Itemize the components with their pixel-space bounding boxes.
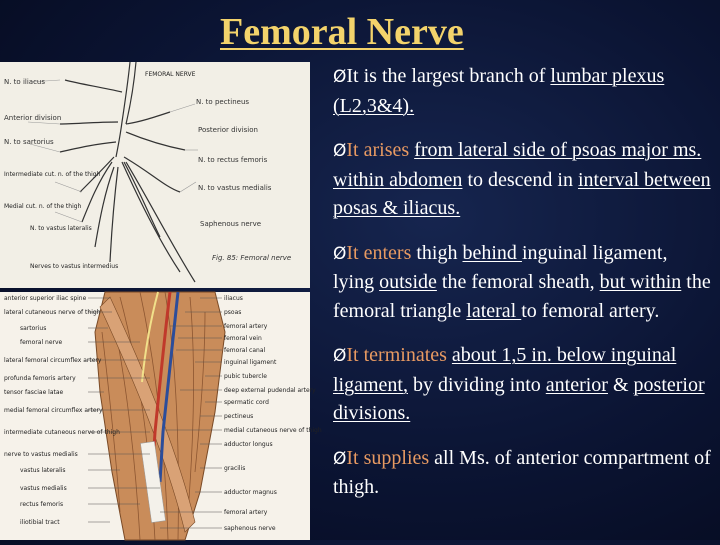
- illustration-label: medial cutaneous nerve of thigh: [224, 427, 322, 434]
- diagram-label: Saphenous nerve: [200, 220, 262, 228]
- bullet-text: the femoral triangle: [333, 271, 711, 322]
- illustration-label: lateral femoral circumflex artery: [4, 357, 102, 364]
- thigh-anatomy-illustration: [0, 292, 322, 540]
- bullet-text: to descend in: [462, 168, 578, 191]
- illustration-label: vastus medialis: [20, 485, 67, 492]
- arrow-bullet-icon: Ø: [333, 243, 347, 264]
- bullet-text: inguinal ligament, lying: [333, 241, 668, 293]
- illustration-label: iliotibial tract: [20, 519, 60, 526]
- illustration-label: deep external pudendal artery: [224, 387, 316, 394]
- diagram-label: N. to vastus medialis: [198, 184, 272, 192]
- illustration-label: vastus lateralis: [20, 467, 66, 474]
- illustration-label: femoral canal: [224, 347, 266, 354]
- illustration-label: lateral cutaneous nerve of thigh: [4, 309, 101, 316]
- diagram-label: Nerves to vastus intermedius: [30, 263, 119, 270]
- illustration-label: iliacus: [224, 295, 243, 302]
- arrow-bullet-icon: Ø: [333, 346, 347, 366]
- bullet-text-underlined: from lateral side of psoas major ms.: [414, 139, 702, 161]
- slide-title: Femoral Nerve: [220, 11, 464, 53]
- bullet-text: to femoral artery.: [521, 299, 660, 322]
- bullet-text-underlined: posterior divisions.: [333, 373, 705, 424]
- illustration-label: psoas: [224, 309, 242, 316]
- illustration-label: femoral vein: [224, 335, 262, 342]
- illustration-label: inguinal ligament: [224, 359, 277, 366]
- diagram-caption: Fig. 85: Femoral nerve: [212, 254, 292, 262]
- femoral-nerve-diagram: [0, 62, 310, 288]
- illustration-label: adductor magnus: [224, 489, 277, 496]
- bullet-item: [333, 62, 713, 120]
- illustration-label: adductor longus: [224, 441, 273, 448]
- illustration-label: medial femoral circumflex artery: [4, 407, 103, 414]
- illustration-label: saphenous nerve: [224, 525, 276, 532]
- illustration-label: femoral nerve: [20, 339, 63, 346]
- bullet-text-underlined: within abdomen: [333, 168, 463, 191]
- bullet-text: by dividing into: [407, 373, 546, 396]
- diagram-label: N. to pectineus: [196, 98, 250, 106]
- bullet-text-underlined: interval between posas & iliacus.: [333, 168, 711, 219]
- bullet-list: [333, 62, 713, 518]
- bullet-text-underlined: anterior: [545, 373, 608, 396]
- arrow-bullet-icon: Ø: [333, 448, 347, 469]
- illustration-label: nerve to vastus medialis: [4, 451, 78, 458]
- bullet-text: &: [607, 373, 634, 396]
- illustration-label: intermediate cutaneous nerve of thigh: [4, 429, 120, 436]
- bullet-item: [333, 239, 713, 326]
- bullet-text: thigh: [416, 241, 463, 264]
- bullet-text-underlined: lateral: [466, 299, 522, 322]
- diagram-label: Medial cut. n. of the thigh: [4, 203, 82, 210]
- diagram-label: N. to rectus femoris: [198, 156, 268, 164]
- bullet-text-underlined: behind: [462, 241, 522, 264]
- illustration-label: anterior superior iliac spine: [4, 295, 87, 302]
- illustration-label: femoral artery: [224, 323, 268, 330]
- arrow-bullet-icon: Ø: [333, 67, 347, 87]
- illustration-label: rectus femoris: [20, 501, 64, 508]
- illustration-label: tensor fasciae latae: [4, 389, 64, 396]
- diagram-label: N. to vastus lateralis: [30, 225, 92, 232]
- bullet-text-underlined: but within: [599, 271, 682, 293]
- bullet-text-underlined: lumbar plexus (L2,3&4).: [333, 65, 665, 117]
- bullet-highlight: It supplies: [346, 446, 435, 469]
- illustration-label: pectineus: [224, 413, 254, 420]
- diagram-label: N. to sartorius: [4, 138, 54, 146]
- diagram-label: FEMORAL NERVE: [145, 71, 196, 78]
- bullet-highlight: It terminates: [346, 344, 452, 366]
- illustration-label: gracilis: [224, 465, 246, 472]
- bullet-item: [333, 341, 713, 428]
- bullet-text-underlined: outside: [379, 271, 437, 293]
- bullet-text: all Ms. of anterior compartment of thigh.: [333, 446, 711, 498]
- bullet-text: the femoral sheath,: [436, 271, 600, 293]
- illustration-label: pubic tubercle: [224, 373, 267, 380]
- illustration-label: profunda femoris artery: [4, 375, 76, 382]
- diagram-label: Anterior division: [4, 114, 62, 122]
- arrow-bullet-icon: Ø: [333, 141, 347, 161]
- bullet-text: It is the largest branch of: [346, 65, 551, 87]
- diagram-label: N. to iliacus: [4, 78, 45, 86]
- illustration-label: femoral artery: [224, 509, 268, 516]
- bullet-highlight: It enters: [346, 241, 417, 264]
- bullet-item: [333, 444, 713, 502]
- diagram-label: Intermediate cut. n. of the thigh: [4, 171, 101, 178]
- illustration-label: spermatic cord: [224, 399, 269, 406]
- bullet-highlight: It arises: [346, 139, 415, 161]
- bullet-item: [333, 136, 713, 223]
- diagram-label: Posterior division: [198, 126, 258, 134]
- bullet-text-underlined: about 1,5 in. below inguinal ligament,: [333, 344, 677, 396]
- illustration-label: sartorius: [20, 325, 47, 332]
